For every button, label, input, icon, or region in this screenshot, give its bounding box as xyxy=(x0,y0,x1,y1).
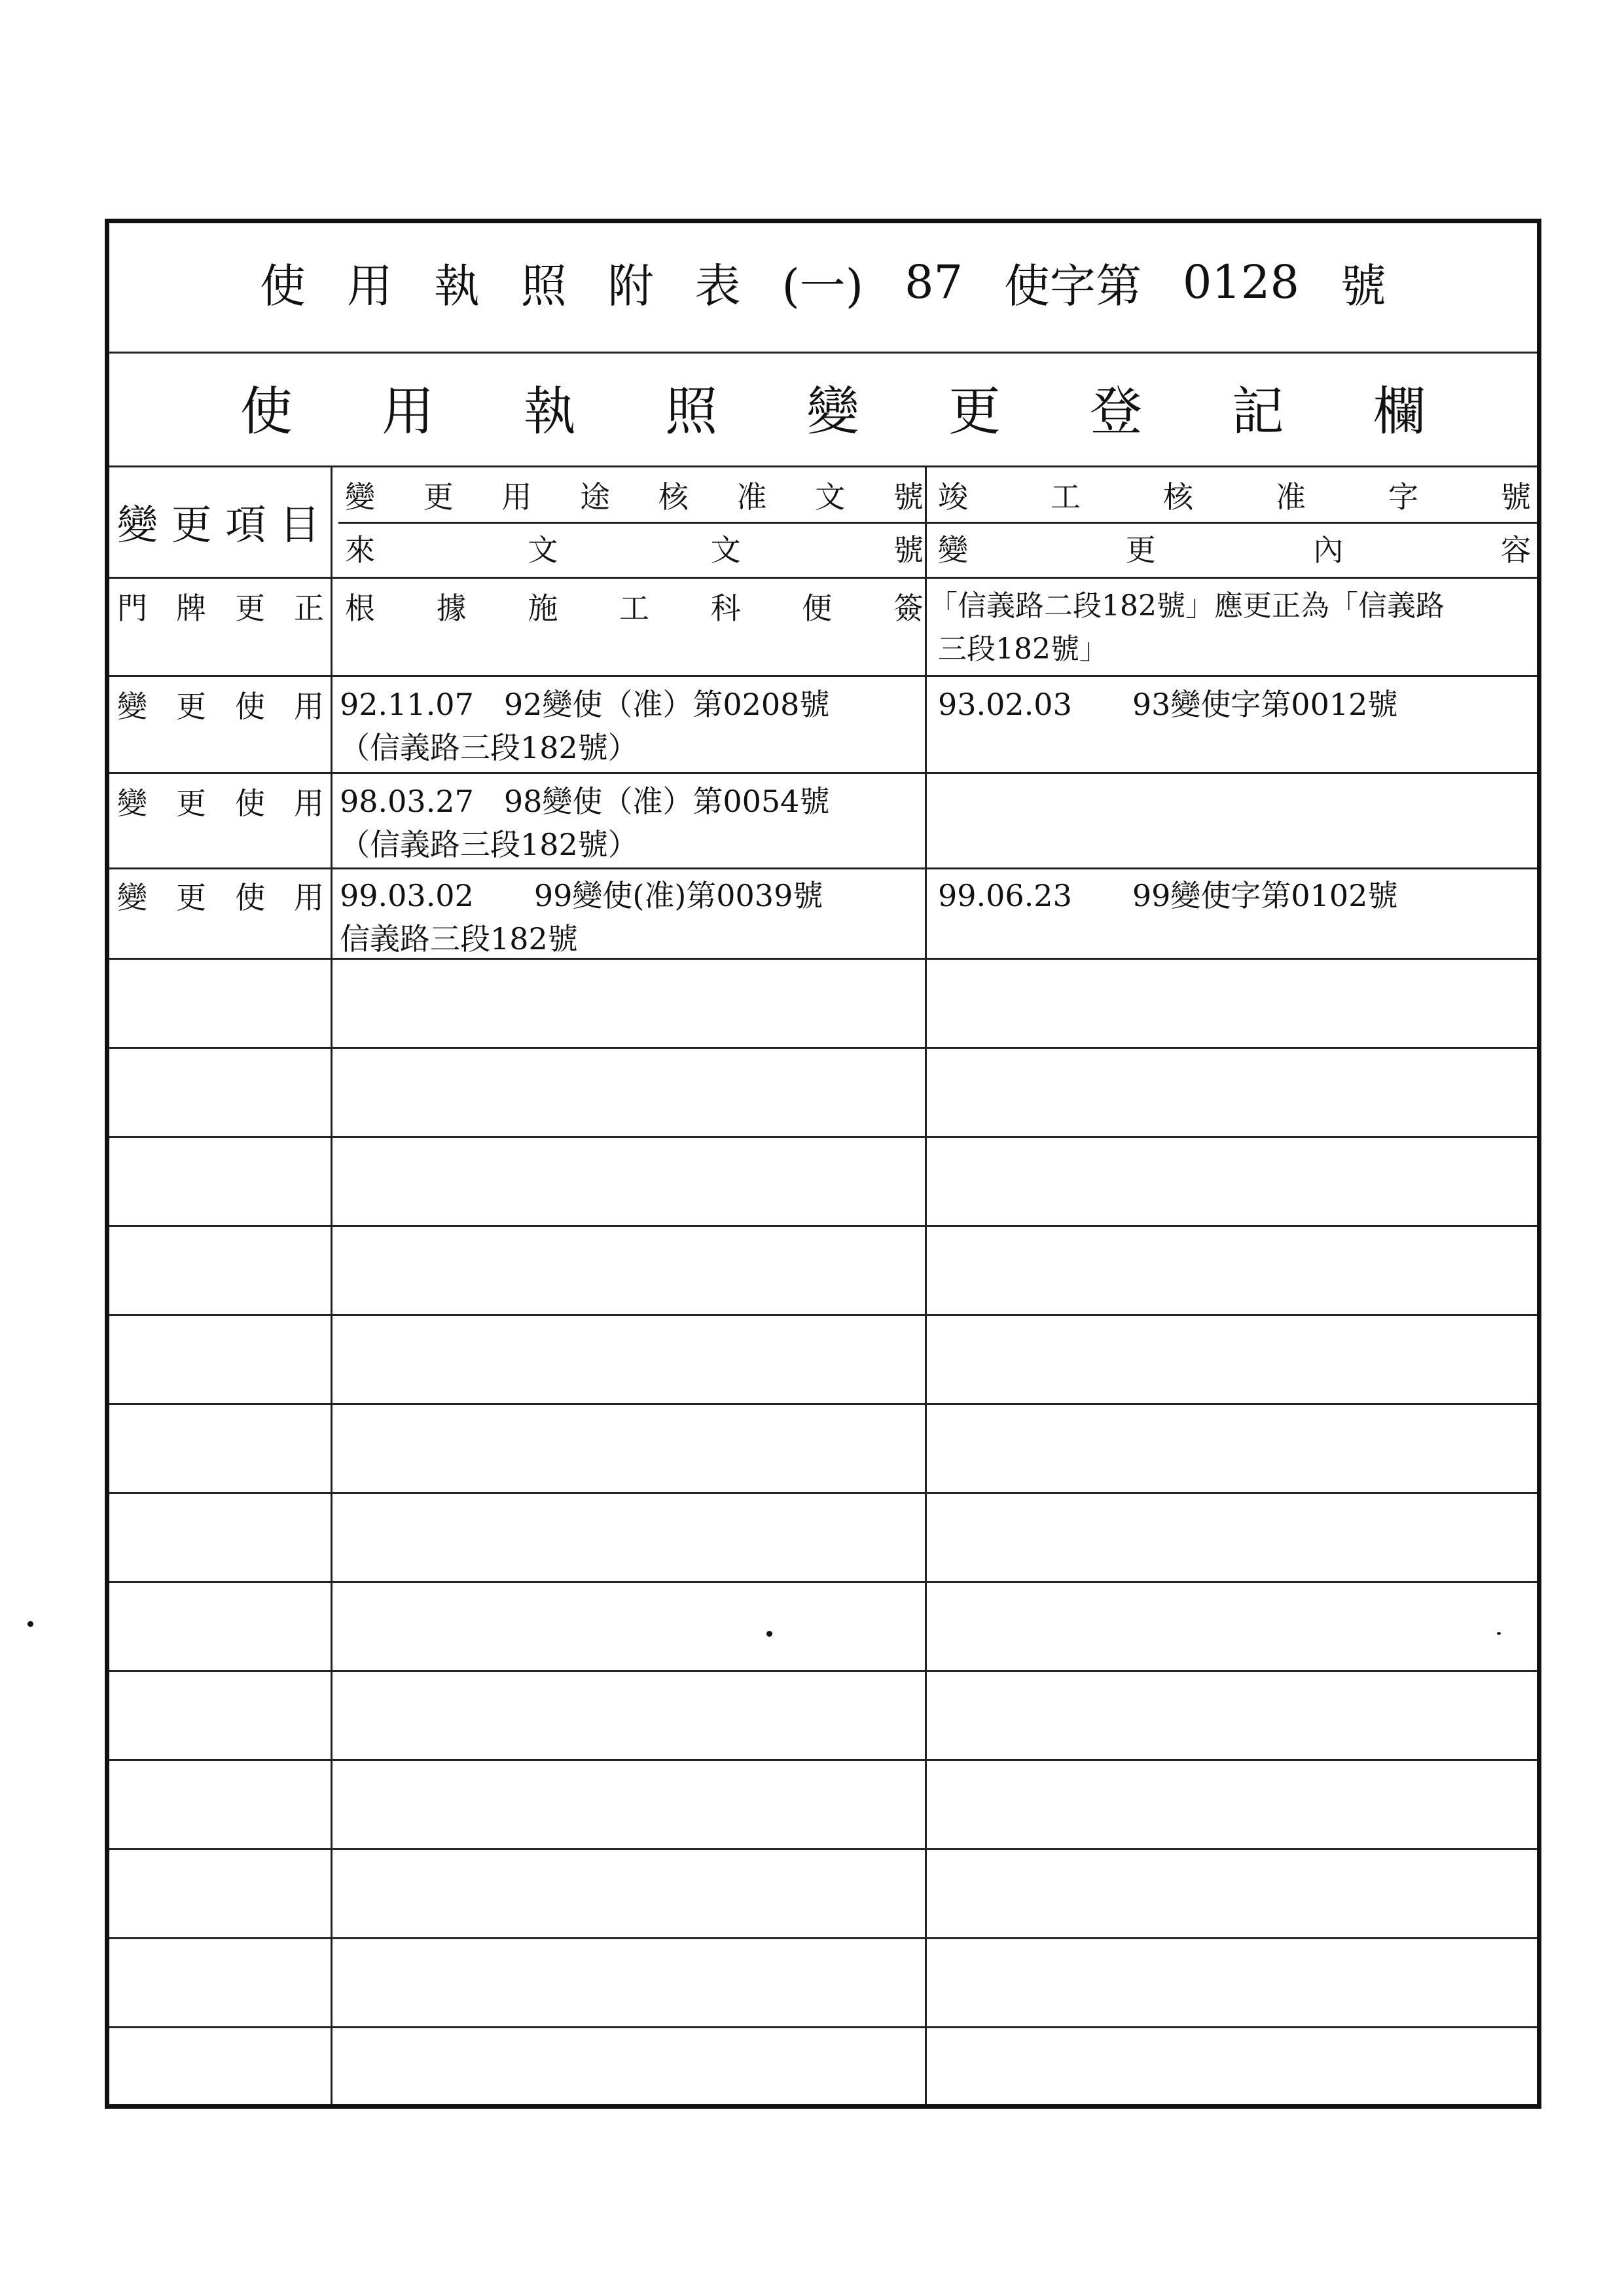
row-col3-line1: 「信義路二段182號」應更正為「信義路 xyxy=(929,589,1445,623)
empty-row-divider xyxy=(109,1136,1537,1138)
row-item: 變 更 使 用 xyxy=(117,786,324,821)
section-char: 更 xyxy=(948,380,1001,442)
header-content: 變 更 內 容 xyxy=(938,532,1531,568)
empty-row-divider xyxy=(109,1848,1537,1850)
header-completion-no: 竣 工 核 准 字 號 xyxy=(938,479,1531,515)
row-item: 門 牌 更 正 xyxy=(117,591,324,626)
title-char: 表 xyxy=(694,259,741,313)
license-table-sheet xyxy=(105,219,1541,2109)
document-title xyxy=(260,243,1386,321)
section-char: 登 xyxy=(1090,380,1143,442)
row-col3-line2: 三段182號」 xyxy=(938,632,1108,666)
row-col3-line1: 93.02.03 93變使字第0012號 xyxy=(938,687,1398,722)
row-col2-line2: （信義路三段182號） xyxy=(340,827,638,862)
scan-speck xyxy=(766,1631,772,1637)
section-char: 欄 xyxy=(1373,380,1426,442)
row-divider xyxy=(109,675,1537,677)
empty-row-divider xyxy=(109,1047,1537,1049)
section-char: 使 xyxy=(240,380,293,442)
row-divider xyxy=(109,958,1537,960)
column-divider xyxy=(331,465,333,2104)
section-char: 執 xyxy=(523,380,576,442)
section-divider xyxy=(109,465,1537,467)
empty-row-divider xyxy=(109,1403,1537,1405)
scan-speck xyxy=(1497,1632,1501,1635)
row-col2-line1: 98.03.27 98變使（准）第0054號 xyxy=(340,784,830,819)
header-item: 變 更 項 目 xyxy=(117,500,320,549)
title-char: (一) xyxy=(782,259,864,313)
section-heading xyxy=(240,364,1426,449)
section-char: 變 xyxy=(806,380,859,442)
empty-row-divider xyxy=(109,1937,1537,1939)
empty-row-divider xyxy=(109,1492,1537,1494)
row-divider xyxy=(109,772,1537,774)
empty-row-divider xyxy=(109,1314,1537,1316)
header-approval-no: 變 更 用 途 核 准 文 號 xyxy=(345,479,924,515)
row-item: 變 更 使 用 xyxy=(117,880,324,915)
row-col2-line1: 99.03.02 99變使(准)第0039號 xyxy=(340,878,823,913)
title-char: 用 xyxy=(346,259,393,313)
title-char: 87 xyxy=(904,255,963,309)
title-char: 照 xyxy=(520,259,567,313)
scan-speck xyxy=(27,1621,33,1627)
title-char: 號 xyxy=(1340,259,1386,313)
empty-row-divider xyxy=(109,1225,1537,1227)
row-col2: 根 據 施 工 科 便 簽 xyxy=(345,591,924,626)
section-char: 用 xyxy=(382,380,435,442)
row-col2-line2: 信義路三段182號 xyxy=(340,921,578,957)
column-divider xyxy=(925,465,927,2104)
title-char: 0128 xyxy=(1182,255,1300,309)
row-item: 變 更 使 用 xyxy=(117,689,324,724)
header-reference-no: 來 文 文 號 xyxy=(345,532,924,568)
row-col3-line1: 99.06.23 99變使字第0102號 xyxy=(938,878,1398,913)
title-char: 使 xyxy=(260,259,306,313)
header-mid-divider xyxy=(338,522,1537,524)
section-char: 照 xyxy=(665,380,718,442)
empty-row-divider xyxy=(109,1581,1537,1583)
row-divider xyxy=(109,867,1537,869)
empty-row-divider xyxy=(109,1670,1537,1672)
title-char: 使字第 xyxy=(1003,259,1142,313)
row-col2-line2: （信義路三段182號） xyxy=(340,730,638,765)
section-char: 記 xyxy=(1231,380,1284,442)
title-char: 執 xyxy=(433,259,480,313)
empty-row-divider xyxy=(109,1759,1537,1761)
empty-row-divider xyxy=(109,2026,1537,2028)
header-divider xyxy=(109,577,1537,579)
title-char: 附 xyxy=(607,259,654,313)
row-col2-line1: 92.11.07 92變使（准）第0208號 xyxy=(340,687,830,722)
title-divider xyxy=(109,352,1537,354)
